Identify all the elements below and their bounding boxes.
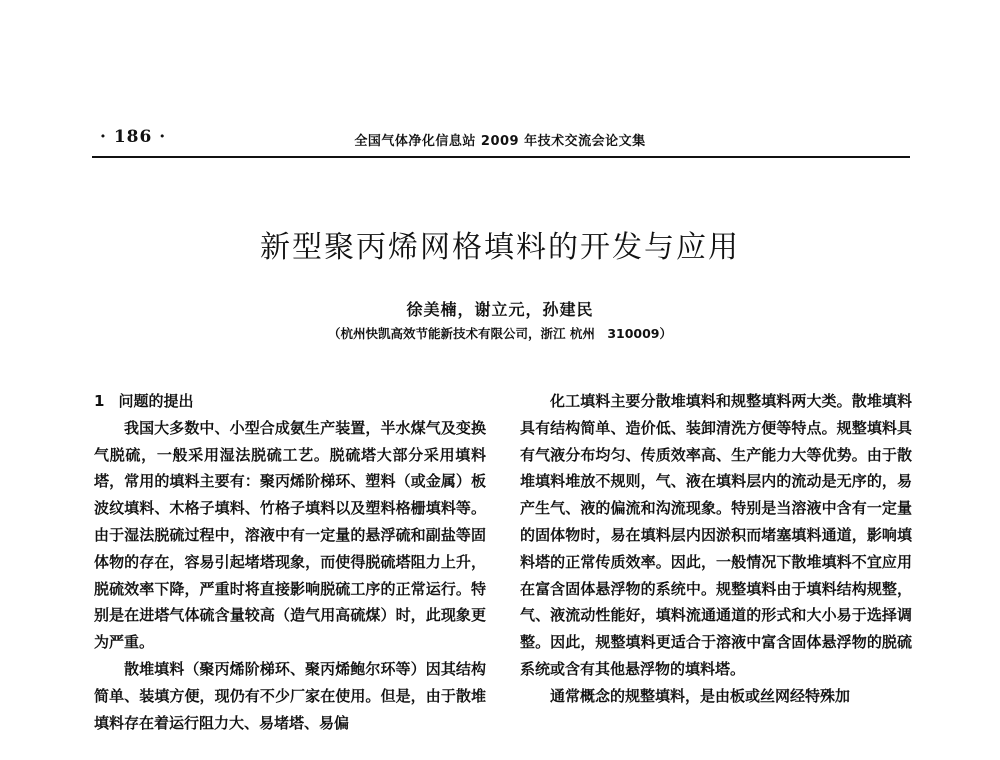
page-number: · 186 ·	[100, 127, 167, 147]
paper-title: 新型聚丙烯网格填料的开发与应用	[260, 230, 740, 265]
affiliation: （杭州快凯高效节能新技术有限公司，浙江 杭州 310009）	[327, 326, 673, 341]
journal-title: 全国气体净化信息站 2009 年技术交流会论文集	[354, 134, 646, 149]
section-heading	[94, 388, 486, 415]
left-column	[94, 388, 486, 736]
page-header	[0, 0, 1000, 160]
section-title: 问题的提出	[118, 392, 194, 410]
header-rule	[92, 156, 910, 158]
authors: 徐美楠，谢立元，孙建民	[406, 300, 594, 319]
paragraph: 我国大多数中、小型合成氨生产装置，半水煤气及变换气脱硫，一般采用湿法脱硫工艺。脱硫塔大部分采用填料塔，常用的填料主要有：聚丙烯阶梯环、塑料（或金属）板波纹填料、木格子填料、竹格子填料以及塑料格栅填料等。由于湿法脱硫过程中，溶液中有一定量的悬浮硫和副盐等固体物的存在，容易引起堵塔现象，而使得脱硫塔阻力上升，脱硫效率下降，严重时将直接影响脱硫工序的正常运行。特别是在进塔气体硫含量较高（造气用高硫煤）时，此现象更为严重。	[94, 418, 486, 652]
paragraph: 通常概念的规整填料，是由板或丝网经特殊加	[550, 686, 851, 705]
paragraph: 化工填料主要分散堆填料和规整填料两大类。散堆填料具有结构简单、造价低、装卸清洗方便等特点。规整填料具有气液分布均匀、传质效率高、生产能力大等优势。由于散堆填料堆放不规则，气、液在填料层内的流动是无序的，易产生气、液的偏流和沟流现象。特别是当溶液中含有一定量的固体物时，易在填料层内因淤积而堵塞填料通道，影响填料塔的正常传质效率。因此，一般情况下散堆填料不宜应用在富含固体悬浮物的系统中。规整填料由于填料结构规整，气、液流动性能好，填料流通通道的形式和大小易于选择调整。因此，规整填料更适合于溶液中富含固体悬浮物的脱硫系统或含有其他悬浮物的填料塔。	[520, 392, 912, 678]
right-column	[520, 388, 912, 710]
paragraph: 散堆填料（聚丙烯阶梯环、聚丙烯鲍尔环等）因其结构简单、装填方便，现仍有不少厂家在使用。但是，由于散堆填料存在着运行阻力大、易堵塔、易偏	[94, 659, 486, 732]
section-number: 1	[94, 392, 105, 410]
